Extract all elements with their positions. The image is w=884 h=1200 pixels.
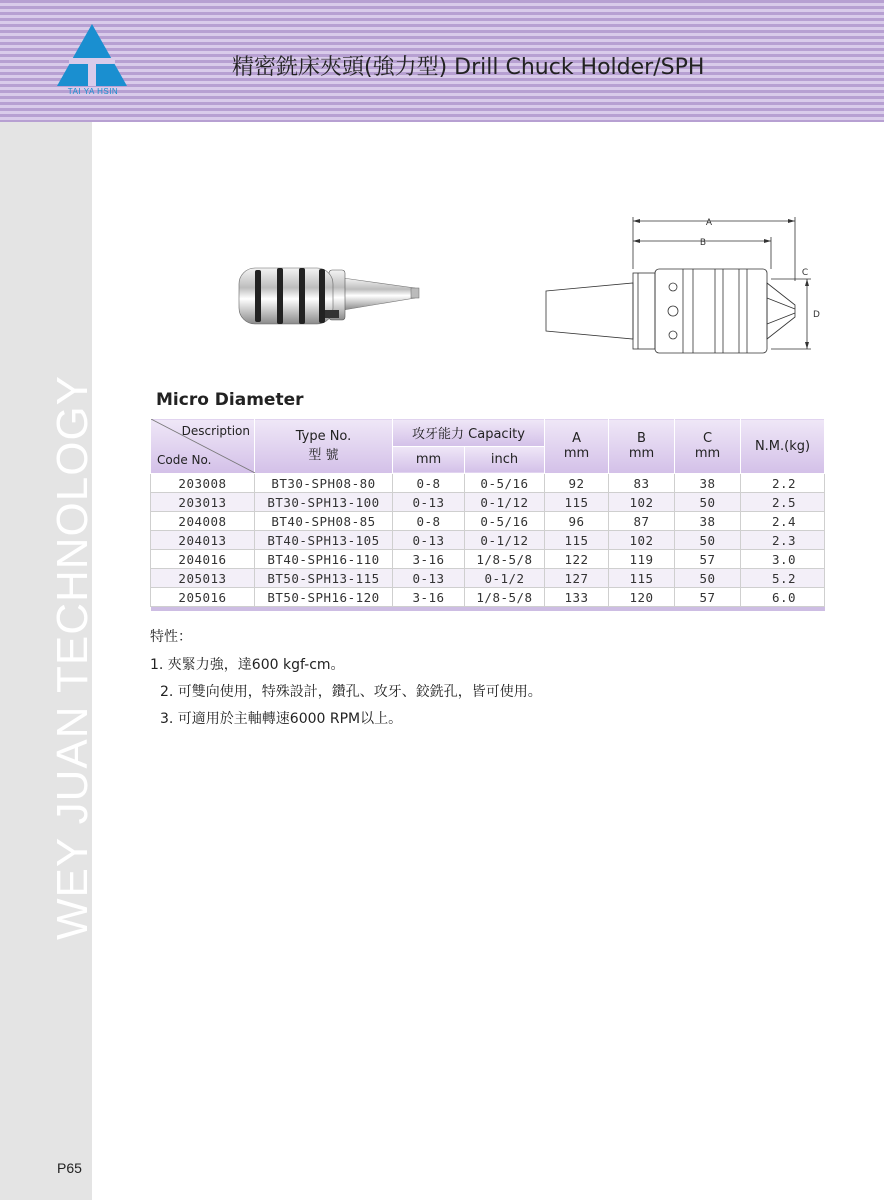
cell-code: 203013 — [151, 493, 255, 512]
type-no-en: Type No. — [295, 429, 352, 444]
cell-c: 57 — [675, 550, 741, 569]
cell-code: 204013 — [151, 531, 255, 550]
cell-capacity-mm: 3-16 — [393, 588, 465, 607]
cell-type: BT40-SPH13-105 — [255, 531, 393, 550]
cell-a: 92 — [545, 474, 609, 493]
cell-nm: 2.3 — [741, 531, 825, 550]
features-title: 特性： — [150, 629, 192, 645]
table-row — [151, 531, 825, 550]
cell-nm: 6.0 — [741, 588, 825, 607]
b-unit: mm — [628, 446, 655, 461]
section-title: Micro Diameter — [156, 390, 304, 410]
cell-nm: 2.5 — [741, 493, 825, 512]
table-row — [151, 550, 825, 569]
cell-type: BT30-SPH08-80 — [255, 474, 393, 493]
cell-capacity-inch: 0-1/12 — [465, 493, 545, 512]
cell-capacity-inch: 1/8-5/8 — [465, 550, 545, 569]
feature-item: 3. 可適用於主軸轉速6000 RPM以上。 — [160, 711, 403, 727]
cell-b: 120 — [609, 588, 675, 607]
features-section — [150, 626, 542, 735]
cell-code: 205013 — [151, 569, 255, 588]
dim-label-c: C — [801, 268, 809, 278]
c-header — [675, 419, 741, 474]
cell-c: 38 — [675, 512, 741, 531]
cell-capacity-mm: 3-16 — [393, 550, 465, 569]
b-header — [609, 419, 675, 474]
cell-capacity-inch: 0-5/16 — [465, 474, 545, 493]
table-row — [151, 588, 825, 607]
dimension-diagram — [543, 213, 828, 371]
header-band — [0, 0, 884, 122]
c-label: C — [702, 431, 713, 446]
cell-capacity-mm: 0-8 — [393, 512, 465, 531]
vertical-brand-text: WEY JUAN TECHNOLOGY — [48, 374, 97, 940]
cell-a: 127 — [545, 569, 609, 588]
page-title: 精密銑床夾頭(強力型) Drill Chuck Holder/SPH — [232, 55, 705, 80]
cell-nm: 3.0 — [741, 550, 825, 569]
cell-nm: 2.4 — [741, 512, 825, 531]
cell-code: 204016 — [151, 550, 255, 569]
cell-capacity-inch: 1/8-5/8 — [465, 588, 545, 607]
cell-type: BT50-SPH13-115 — [255, 569, 393, 588]
cell-capacity-mm: 0-13 — [393, 569, 465, 588]
cell-type: BT50-SPH16-120 — [255, 588, 393, 607]
cell-nm: 2.2 — [741, 474, 825, 493]
cell-b: 102 — [609, 493, 675, 512]
spec-table — [150, 418, 825, 611]
feature-item: 2. 可雙向使用，特殊設計，鑽孔、攻牙、鉸銑孔，皆可使用。 — [160, 684, 542, 700]
type-no-header — [255, 419, 393, 474]
cell-capacity-inch: 0-5/16 — [465, 512, 545, 531]
cell-a: 122 — [545, 550, 609, 569]
cell-nm: 5.2 — [741, 569, 825, 588]
cell-type: BT40-SPH16-110 — [255, 550, 393, 569]
capacity-header: 攻牙能力 Capacity — [393, 419, 545, 447]
dim-label-d: D — [813, 310, 820, 320]
cell-type: BT40-SPH08-85 — [255, 512, 393, 531]
nm-header: N.M.(kg) — [741, 419, 825, 474]
dim-label-b: B — [699, 238, 707, 248]
cell-a: 115 — [545, 531, 609, 550]
cell-b: 102 — [609, 531, 675, 550]
table-bottom-bar — [151, 607, 825, 612]
cell-type: BT30-SPH13-100 — [255, 493, 393, 512]
table-row — [151, 512, 825, 531]
cell-c: 50 — [675, 531, 741, 550]
cell-capacity-mm: 0-13 — [393, 531, 465, 550]
description-header: Description — [181, 424, 250, 438]
a-label: A — [572, 431, 581, 446]
cell-code: 205016 — [151, 588, 255, 607]
table-row — [151, 493, 825, 512]
type-no-zh: 型 號 — [308, 448, 339, 463]
cell-c: 57 — [675, 588, 741, 607]
code-no-header: Code No. — [157, 453, 212, 467]
cell-b: 83 — [609, 474, 675, 493]
logo-text: TAI YA HSIN — [67, 87, 119, 96]
cell-a: 96 — [545, 512, 609, 531]
cell-capacity-mm: 0-13 — [393, 493, 465, 512]
feature-item: 1. 夾緊力強，達600 kgf-cm。 — [150, 657, 345, 673]
cell-a: 133 — [545, 588, 609, 607]
cell-c: 50 — [675, 569, 741, 588]
page-number: P65 — [57, 1160, 82, 1176]
cell-b: 119 — [609, 550, 675, 569]
table-row — [151, 569, 825, 588]
mm-header: mm — [393, 446, 465, 474]
cell-code: 203008 — [151, 474, 255, 493]
cell-code: 204008 — [151, 512, 255, 531]
dim-label-a: A — [705, 218, 713, 228]
a-header — [545, 419, 609, 474]
cell-b: 115 — [609, 569, 675, 588]
description-code-header — [151, 419, 255, 474]
cell-c: 50 — [675, 493, 741, 512]
cell-a: 115 — [545, 493, 609, 512]
cell-capacity-mm: 0-8 — [393, 474, 465, 493]
table-row — [151, 474, 825, 493]
b-label: B — [637, 431, 646, 446]
cell-capacity-inch: 0-1/2 — [465, 569, 545, 588]
c-unit: mm — [694, 446, 721, 461]
cell-capacity-inch: 0-1/12 — [465, 531, 545, 550]
inch-header: inch — [465, 446, 545, 474]
a-unit: mm — [563, 446, 590, 461]
product-photo — [225, 248, 425, 340]
cell-c: 38 — [675, 474, 741, 493]
cell-b: 87 — [609, 512, 675, 531]
